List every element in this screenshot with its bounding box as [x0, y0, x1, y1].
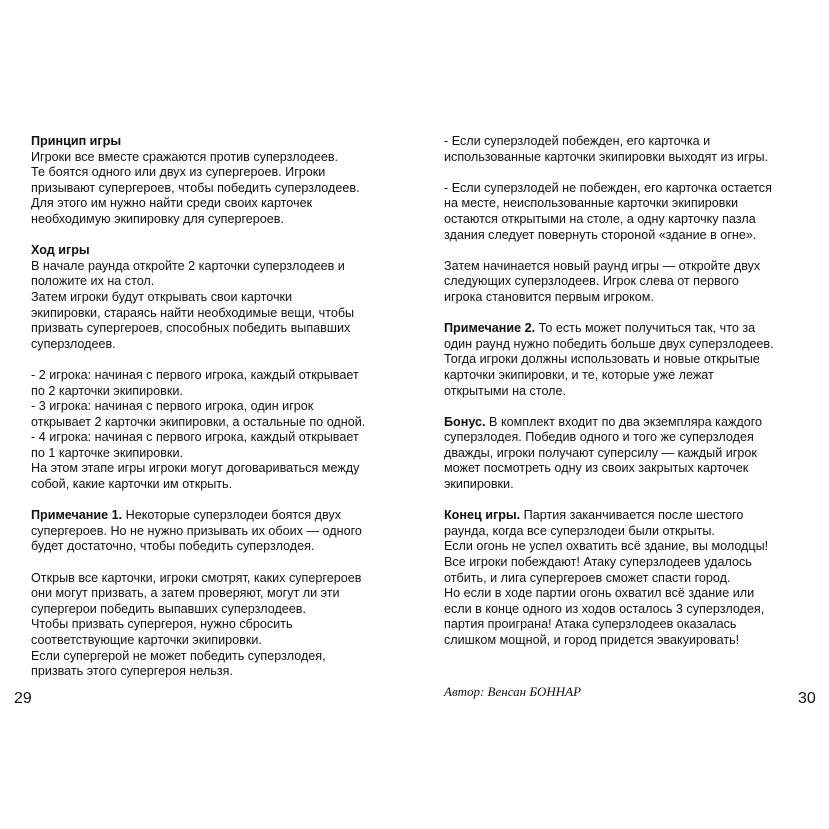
text-line: - 2 игрока: начиная с первого игрока, каждый открывает: [31, 367, 359, 382]
text-line: на месте, неиспользованные карточки экипировки: [444, 196, 738, 211]
paragraph-summon: [31, 571, 411, 680]
text-line: по 2 карточки экипировки.: [31, 383, 183, 398]
end-game-label: Конец игры.: [444, 508, 521, 523]
text-line: соответствующие карточки экипировки.: [31, 633, 262, 647]
paragraph-principle: [31, 150, 411, 228]
paragraph-round-start: [31, 259, 411, 353]
text-line: призвать супергероев, способных победить выпавших: [31, 321, 351, 336]
text-line: Затем игроки будут открывать свои карточки: [31, 289, 293, 304]
paragraph-villain-defeated: [444, 134, 814, 165]
text-line: [444, 321, 814, 337]
text-line: Но если в ходе партии огонь охватил всё здание или: [444, 586, 755, 601]
text-line: необходимую экипировку для супергероев.: [31, 211, 284, 226]
text-line: призывают супергероев, чтобы победить суперзлодеев.: [31, 180, 360, 195]
text-line: один раунд нужно победить больше двух суперзлодеев.: [444, 336, 774, 351]
page-number-left: 29: [14, 690, 32, 707]
text-line: будет достаточно, чтобы победить суперзлодея.: [31, 539, 315, 554]
text-line: Открыв все карточки, игроки смотрят, каких супергероев: [31, 570, 362, 585]
text-line: карточки экипировки, и те, которые уже лежат: [444, 367, 714, 382]
text-line: дважды, игроки получают суперсилу — каждый игрок: [444, 445, 757, 460]
text-line: [444, 508, 814, 524]
paragraph-villain-not-defeated: [444, 181, 814, 243]
paragraph-new-round: [444, 259, 814, 306]
note-2-label: Примечание 2.: [444, 321, 536, 336]
note-1-text: Некоторые суперзлодеи боятся двух: [122, 508, 341, 523]
text-line: - Если суперзлодей не побежден, его карточка остается: [444, 180, 772, 195]
text-line: Для этого им нужно найти среди своих карточек: [31, 196, 313, 211]
paragraph-end-game: [444, 508, 814, 648]
bonus-text: В комплект входит по два экземпляра каждого: [485, 414, 763, 429]
text-line: положите их на стол.: [31, 274, 155, 289]
text-line: может посмотреть одну из своих закрытых карточек: [444, 461, 749, 476]
text-line: Затем начинается новый раунд игры — откройте двух: [444, 258, 761, 273]
text-line: они могут призвать, а затем проверяют, могут ли эти: [31, 586, 340, 601]
text-line: - 3 игрока: начиная с первого игрока, один игрок: [31, 399, 314, 414]
text-line: суперзлодея. Победив одного и того же суперзлодея: [444, 430, 754, 445]
end-game-text: Партия заканчивается после шестого: [520, 508, 744, 523]
text-line: супергероев. Но не нужно призывать их обоих — одного: [31, 523, 362, 538]
page-number-right: 30: [798, 690, 816, 707]
paragraph-player-counts: [31, 368, 411, 493]
text-line: [31, 508, 411, 524]
text-line: - Если суперзлодей побежден, его карточка и: [444, 134, 711, 148]
right-page-column: [444, 134, 814, 649]
text-line: На этом этапе игры игроки могут договариваться между: [31, 461, 360, 476]
text-line: отбить, и лига супергероев сможет спасти город.: [444, 570, 731, 585]
text-line: если в конце одного из ходов осталось 3 суперзлодея,: [444, 601, 765, 616]
text-line: Тогда игроки должны использовать и новые открытые: [444, 352, 760, 367]
text-line: Все игроки побеждают! Атаку суперзлодеев удалось: [444, 555, 752, 570]
text-line: Игроки все вместе сражаются против суперзлодеев.: [31, 149, 339, 164]
text-line: - 4 игрока: начиная с первого игрока, каждый открывает: [31, 430, 359, 445]
heading-game-principle: Принцип игры: [31, 134, 122, 148]
text-line: здания следует повернуть стороной «здание в огне».: [444, 227, 757, 242]
author-credit: Автор: Венсан БОННАР: [444, 684, 582, 699]
note-1-label: Примечание 1.: [31, 508, 123, 523]
text-line: слишком мощной, и город придется эвакуировать!: [444, 633, 740, 647]
text-line: раунда, когда все суперзлодеи были открыты.: [444, 523, 715, 538]
text-line: призвать этого супергероя нельзя.: [31, 664, 233, 679]
left-page-column: [31, 134, 411, 680]
bonus-label: Бонус.: [444, 414, 486, 429]
text-line: Если огонь не успел охватить всё здание, вы молодцы!: [444, 539, 769, 554]
note-2-text: То есть может получиться так, что за: [535, 321, 756, 336]
text-line: экипировки.: [444, 477, 514, 492]
heading-game-flow: Ход игры: [31, 243, 90, 258]
text-line: экипировки, стараясь найти необходимые вещи, чтобы: [31, 305, 355, 320]
text-line: Те боятся одного или двух из супергероев. Игроки: [31, 165, 326, 180]
text-line: остаются открытыми на столе, а одну карточку пазла: [444, 211, 756, 226]
text-line: следующих суперзлодеев. Игрок слева от первого: [444, 274, 739, 289]
text-line: супергерои победить выпавших суперзлодеев.: [31, 601, 306, 616]
text-line: Чтобы призвать супергероя, нужно сбросить: [31, 617, 293, 632]
text-line: [444, 415, 814, 431]
text-line: использованные карточки экипировки выходят из игры.: [444, 149, 769, 164]
text-line: по 1 карточке экипировки.: [31, 445, 183, 460]
paragraph-note-2: [444, 321, 814, 399]
text-line: открывает 2 карточки экипировки, а остальные по одной.: [31, 414, 366, 429]
paragraph-note-1: [31, 508, 411, 555]
text-line: партия проиграна! Атака суперзлодеев оказалась: [444, 617, 737, 632]
text-line: суперзлодеев.: [31, 336, 116, 351]
text-line: открытыми на столе.: [444, 383, 567, 398]
paragraph-bonus: [444, 415, 814, 493]
text-line: собой, какие карточки им открыть.: [31, 477, 233, 492]
text-line: В начале раунда откройте 2 карточки суперзлодеев и: [31, 258, 345, 273]
text-line: Если супергерой не может победить суперзлодея,: [31, 648, 326, 663]
text-line: игрока становится первым игроком.: [444, 289, 654, 304]
